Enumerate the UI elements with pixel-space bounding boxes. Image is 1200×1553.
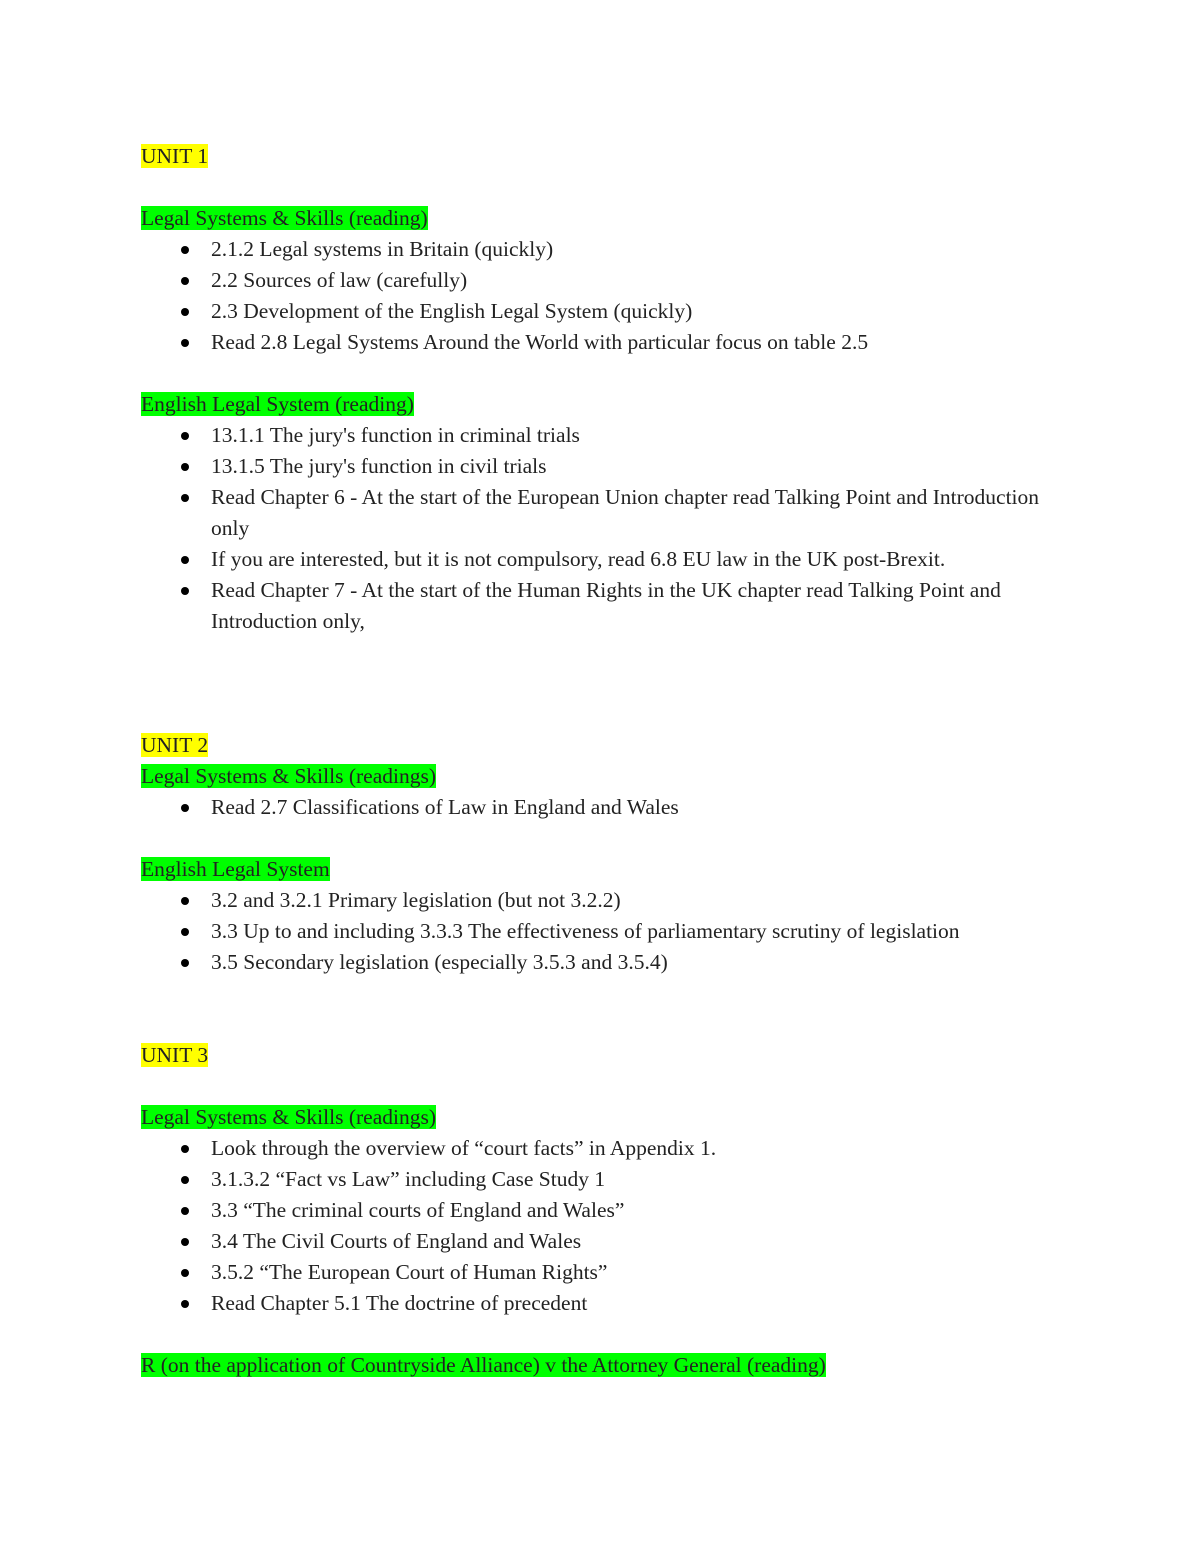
list-item: 2.1.2 Legal systems in Britain (quickly) <box>141 234 1061 265</box>
bullet-icon <box>181 463 189 471</box>
bullet-icon <box>181 1300 189 1308</box>
list-item: 3.5 Secondary legislation (especially 3.5.3 and 3.5.4) <box>141 947 1061 978</box>
bullet-icon <box>181 308 189 316</box>
list-item: Read 2.8 Legal Systems Around the World with particular focus on table 2.5 <box>141 327 1061 358</box>
unit-title <box>141 730 1061 761</box>
bullet-list <box>141 885 1061 978</box>
document-page <box>141 141 1061 1381</box>
unit-3-section-2-heading: R (on the application of Countryside Alliance) v the Attorney General (reading) <box>141 1353 826 1377</box>
section-heading <box>141 203 1061 234</box>
bullet-icon <box>181 432 189 440</box>
bullet-icon <box>181 246 189 254</box>
bullet-icon <box>181 804 189 812</box>
list-item: 2.2 Sources of law (carefully) <box>141 265 1061 296</box>
unit-2-section-1-heading: Legal Systems & Skills (readings) <box>141 764 436 788</box>
list-item: Read Chapter 7 - At the start of the Human Rights in the UK chapter read Talking Point and Introduction only, <box>141 575 1061 637</box>
list-item: If you are interested, but it is not compulsory, read 6.8 EU law in the UK post-Brexit. <box>141 544 1061 575</box>
bullet-icon <box>181 1238 189 1246</box>
list-item: 13.1.1 The jury's function in criminal trials <box>141 420 1061 451</box>
list-item: 2.3 Development of the English Legal System (quickly) <box>141 296 1061 327</box>
unit-1-section-2-heading: English Legal System (reading) <box>141 392 414 416</box>
bullet-icon <box>181 587 189 595</box>
unit-3-section-1-heading: Legal Systems & Skills (readings) <box>141 1105 436 1129</box>
list-item: Read Chapter 6 - At the start of the European Union chapter read Talking Point and Introduction only <box>141 482 1061 544</box>
bullet-icon <box>181 1207 189 1215</box>
unit-2-section-2-heading: English Legal System <box>141 857 330 881</box>
list-item: Look through the overview of “court facts” in Appendix 1. <box>141 1133 1061 1164</box>
bullet-list <box>141 420 1061 637</box>
section-heading <box>141 1102 1061 1133</box>
section-heading <box>141 1350 1061 1381</box>
list-item: 3.3 Up to and including 3.3.3 The effectiveness of parliamentary scrutiny of legislation <box>141 916 1061 947</box>
unit-1-section-1-heading: Legal Systems & Skills (reading) <box>141 206 428 230</box>
unit-title <box>141 1040 1061 1071</box>
unit-3-title: UNIT 3 <box>141 1043 209 1067</box>
section-heading <box>141 389 1061 420</box>
bullet-list <box>141 1133 1061 1319</box>
unit-1-title: UNIT 1 <box>141 144 209 168</box>
bullet-icon <box>181 1269 189 1277</box>
bullet-icon <box>181 959 189 967</box>
bullet-icon <box>181 556 189 564</box>
section-heading <box>141 854 1061 885</box>
bullet-icon <box>181 339 189 347</box>
bullet-list <box>141 234 1061 358</box>
list-item: 3.5.2 “The European Court of Human Rights” <box>141 1257 1061 1288</box>
list-item: 13.1.5 The jury's function in civil trials <box>141 451 1061 482</box>
bullet-icon <box>181 1145 189 1153</box>
unit-2-title: UNIT 2 <box>141 733 209 757</box>
list-item: 3.4 The Civil Courts of England and Wales <box>141 1226 1061 1257</box>
bullet-icon <box>181 1176 189 1184</box>
bullet-icon <box>181 494 189 502</box>
section-heading <box>141 761 1061 792</box>
unit-title <box>141 141 1061 172</box>
bullet-icon <box>181 928 189 936</box>
bullet-icon <box>181 277 189 285</box>
bullet-icon <box>181 897 189 905</box>
list-item: 3.2 and 3.2.1 Primary legislation (but not 3.2.2) <box>141 885 1061 916</box>
list-item: 3.1.3.2 “Fact vs Law” including Case Study 1 <box>141 1164 1061 1195</box>
list-item: 3.3 “The criminal courts of England and Wales” <box>141 1195 1061 1226</box>
bullet-list <box>141 792 1061 823</box>
list-item: Read Chapter 5.1 The doctrine of precedent <box>141 1288 1061 1319</box>
list-item: Read 2.7 Classifications of Law in England and Wales <box>141 792 1061 823</box>
